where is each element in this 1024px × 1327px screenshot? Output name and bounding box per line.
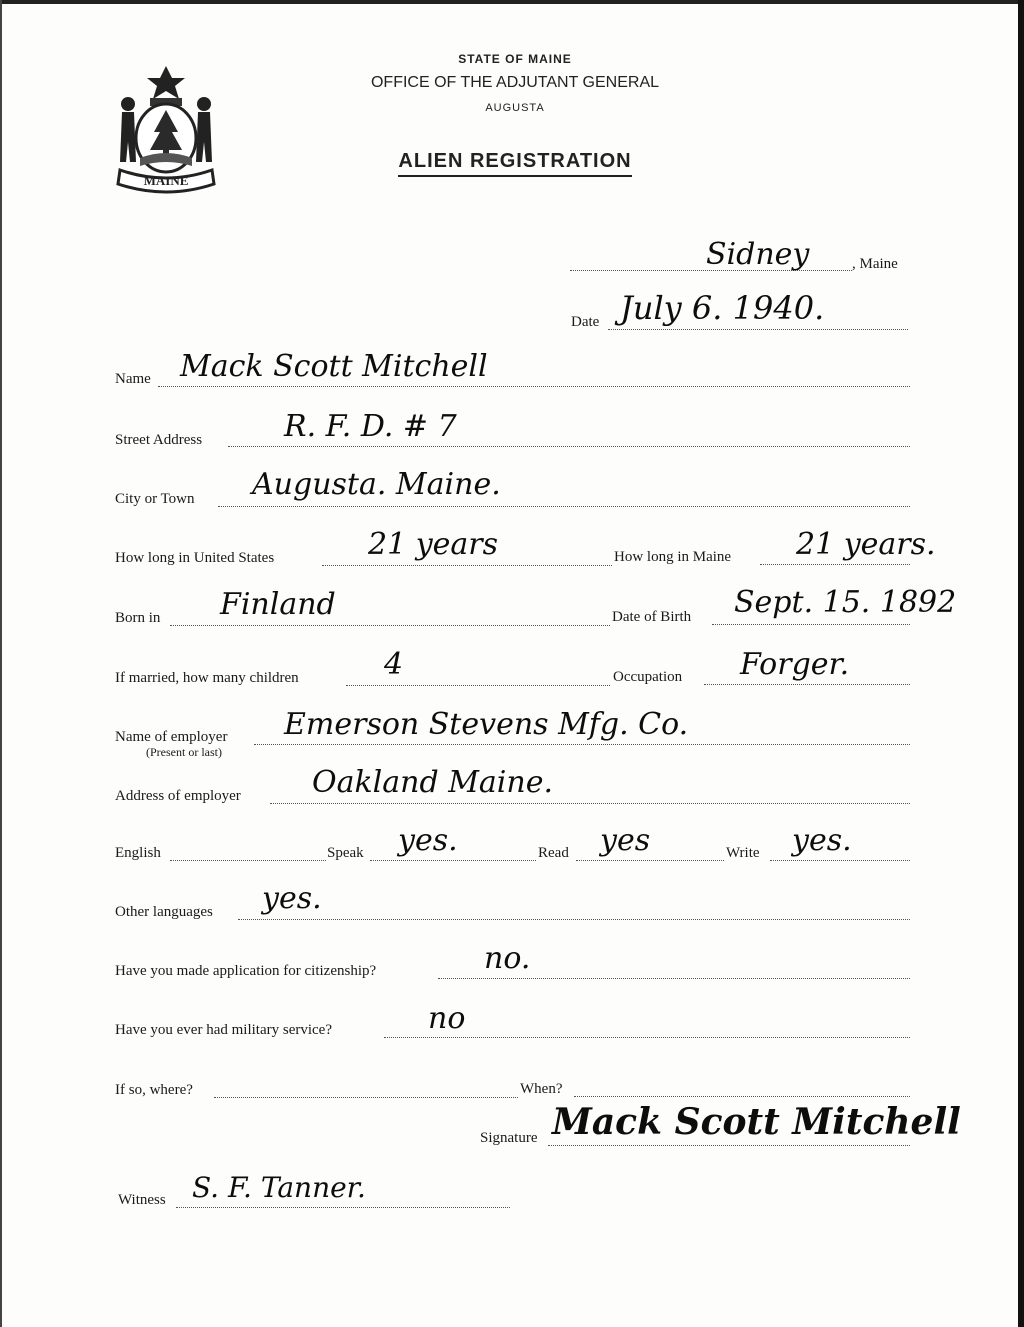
witness-line [176, 1207, 510, 1208]
english-label: English [115, 845, 161, 861]
signature-value: Mack Scott Mitchell [552, 1101, 961, 1143]
children-value: 4 [384, 647, 404, 682]
city-label: City or Town [115, 491, 195, 507]
city-line [218, 506, 910, 507]
employer-address-line [270, 803, 910, 804]
header-office [300, 74, 730, 92]
born-value: Finland [220, 587, 336, 622]
signature-line [548, 1145, 910, 1146]
employer-value: Emerson Stevens Mfg. Co. [284, 707, 689, 742]
citizenship-label: Have you made application for citizenship? [115, 963, 377, 979]
form-title [300, 150, 730, 173]
english-line [170, 860, 326, 861]
speak-value: yes. [398, 823, 458, 858]
employer-sub-label: (Present or last) [146, 745, 222, 759]
header-city [300, 102, 730, 114]
signature-label: Signature [480, 1130, 538, 1146]
employer-address-label: Address of employer [115, 788, 241, 804]
read-label: Read [538, 845, 569, 861]
header-state [300, 52, 730, 66]
us-value: 21 years [368, 527, 499, 562]
read-line [576, 860, 724, 861]
name-value: Mack Scott Mitchell [180, 349, 488, 384]
citizenship-line [438, 978, 910, 979]
where-label: If so, where? [115, 1082, 193, 1098]
witness-label: Witness [118, 1192, 166, 1208]
us-line [322, 565, 612, 566]
witness-value: S. F. Tanner. [192, 1171, 366, 1204]
write-value: yes. [792, 823, 852, 858]
other-languages-label: Other languages [115, 904, 213, 920]
occupation-value: Forger. [740, 647, 850, 682]
maine-line [760, 564, 910, 565]
header-state-text: STATE OF MAINE [458, 52, 572, 66]
military-label: Have you ever had military service? [115, 1022, 332, 1038]
dob-value: Sept. 15. 1892 [734, 585, 957, 620]
maine-value: 21 years. [796, 527, 936, 562]
write-line [770, 860, 910, 861]
scan-edge-right [1018, 0, 1024, 1327]
place-suffix: , Maine [852, 256, 898, 272]
speak-line [370, 860, 536, 861]
date-line [608, 329, 908, 330]
state-seal-icon [110, 62, 222, 194]
name-label: Name [115, 371, 151, 387]
children-label: If married, how many children [115, 670, 299, 686]
speak-label: Speak [327, 845, 364, 861]
military-value: no [428, 1001, 466, 1036]
citizenship-value: no. [484, 941, 531, 976]
place-value: Sidney [706, 237, 810, 272]
scan-edge-top [0, 0, 1024, 4]
maine-label: How long in Maine [614, 549, 732, 565]
date-value: July 6. 1940. [620, 289, 825, 327]
header-office-text: OFFICE OF THE ADJUTANT GENERAL [370, 74, 660, 91]
born-label: Born in [115, 610, 161, 626]
write-label: Write [726, 845, 760, 861]
form-title-text: ALIEN REGISTRATION [398, 150, 631, 177]
dob-line [712, 624, 910, 625]
header-city-text: AUGUSTA [485, 102, 545, 114]
street-label: Street Address [115, 432, 203, 448]
us-label: How long in United States [115, 550, 275, 566]
employer-label: Name of employer [115, 729, 228, 745]
scan-edge-left [0, 0, 2, 1327]
other-languages-line [238, 919, 910, 920]
children-line [346, 685, 610, 686]
where-line [214, 1097, 518, 1098]
date-label: Date [571, 314, 600, 330]
occupation-label: Occupation [613, 669, 683, 685]
street-value: R. F. D. # 7 [284, 409, 457, 444]
occupation-line [704, 684, 910, 685]
military-line [384, 1037, 910, 1038]
name-line [158, 386, 910, 387]
employer-address-value: Oakland Maine. [312, 765, 554, 800]
read-value: yes [600, 823, 651, 858]
city-value: Augusta. Maine. [252, 467, 501, 502]
when-line [574, 1096, 910, 1097]
street-line [228, 446, 910, 447]
employer-line [254, 744, 910, 745]
born-line [170, 625, 610, 626]
dob-label: Date of Birth [612, 609, 692, 625]
other-languages-value: yes. [262, 881, 322, 916]
when-label: When? [520, 1081, 563, 1097]
seal-text: MAINE [143, 173, 189, 188]
